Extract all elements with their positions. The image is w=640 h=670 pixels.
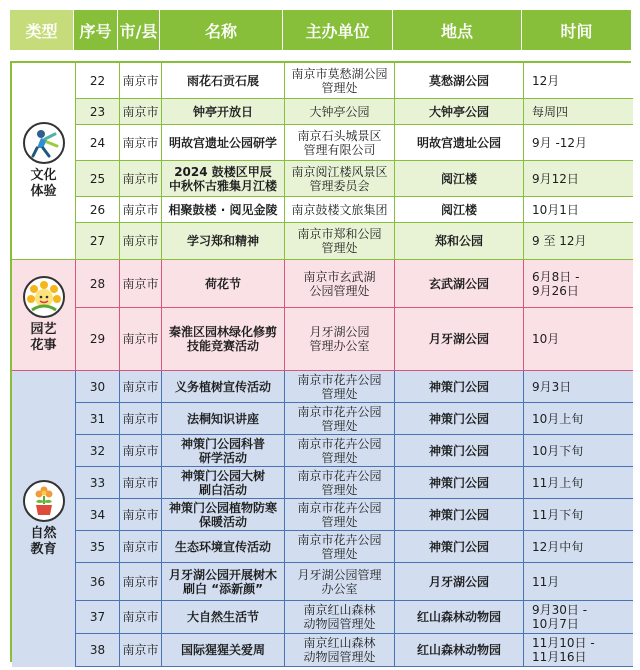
row-organizer: 南京市花卉公园 管理处 [285, 531, 395, 563]
row-organizer: 南京市花卉公园 管理处 [285, 371, 395, 403]
row-name: 生态环境宣传活动 [162, 531, 285, 563]
row-time: 每周四 [524, 99, 633, 125]
row-name: 钟亭开放日 [162, 99, 285, 125]
row-organizer: 南京市花卉公园 管理处 [285, 499, 395, 531]
row-no: 32 [76, 435, 120, 467]
row-no: 29 [76, 308, 120, 371]
row-time: 11月10日 - 11月16日 [524, 634, 633, 667]
row-location: 神策门公园 [395, 499, 524, 531]
row-organizer: 南京市花卉公园 管理处 [285, 403, 395, 435]
header-time: 时间 [560, 21, 593, 41]
category-culture-label: 文化 体验 [30, 168, 57, 199]
row-no: 36 [76, 563, 120, 601]
row-name: 神策门公园植物防寒 保暖活动 [162, 499, 285, 531]
row-name: 神策门公园大树 刷白活动 [162, 467, 285, 499]
row-time: 11月下旬 [524, 499, 633, 531]
row-organizer: 南京鼓楼文旅集团 [285, 197, 395, 223]
row-time: 11月 [524, 563, 633, 601]
row-no: 28 [76, 260, 120, 308]
row-city: 南京市 [120, 125, 162, 161]
row-time: 12月 [524, 63, 633, 99]
category-culture [12, 63, 76, 260]
row-location: 神策门公园 [395, 531, 524, 563]
category-garden-label: 园艺 花事 [30, 322, 57, 353]
row-time: 9月3日 [524, 371, 633, 403]
row-no: 24 [76, 125, 120, 161]
row-name: 明故宫遗址公园研学 [162, 125, 285, 161]
row-organizer: 南京红山森林 动物园管理处 [285, 634, 395, 667]
row-no: 31 [76, 403, 120, 435]
row-city: 南京市 [120, 260, 162, 308]
category-nature [12, 371, 76, 667]
row-name: 国际猩猩关爱周 [162, 634, 285, 667]
row-location: 神策门公园 [395, 467, 524, 499]
header-organizer: 主办单位 [283, 10, 393, 50]
row-time: 9月30日 - 10月7日 [524, 601, 633, 634]
row-no: 26 [76, 197, 120, 223]
row-name: 秦淮区园林绿化修剪 技能竞赛活动 [162, 308, 285, 371]
row-city: 南京市 [120, 161, 162, 197]
row-no: 37 [76, 601, 120, 634]
row-organizer: 南京市花卉公园 管理处 [285, 435, 395, 467]
header-name: 名称 [160, 10, 283, 50]
row-city: 南京市 [120, 371, 162, 403]
header-no: 序号 [74, 10, 118, 50]
row-city: 南京市 [120, 63, 162, 99]
row-organizer: 南京市郑和公园 管理处 [285, 223, 395, 260]
row-organizer: 南京红山森林 动物园管理处 [285, 601, 395, 634]
row-time: 10月下旬 [524, 435, 633, 467]
row-city: 南京市 [120, 467, 162, 499]
row-organizer: 大钟亭公园 [285, 99, 395, 125]
row-organizer: 南京石头城景区 管理有限公司 [285, 125, 395, 161]
row-city: 南京市 [120, 223, 162, 260]
row-location: 明故宫遗址公园 [395, 125, 524, 161]
row-no: 33 [76, 467, 120, 499]
row-location: 郑和公园 [395, 223, 524, 260]
row-time: 11月上旬 [524, 467, 633, 499]
row-city: 南京市 [120, 601, 162, 634]
row-location: 神策门公园 [395, 403, 524, 435]
row-name: 荷花节 [162, 260, 285, 308]
row-no: 35 [76, 531, 120, 563]
row-location: 大钟亭公园 [395, 99, 524, 125]
row-name: 法桐知识讲座 [162, 403, 285, 435]
culture-icon [23, 122, 65, 164]
header-location: 地点 [393, 10, 522, 50]
row-time: 9月12日 [524, 161, 633, 197]
row-location: 红山森林动物园 [395, 601, 524, 634]
row-city: 南京市 [120, 403, 162, 435]
row-location: 红山森林动物园 [395, 634, 524, 667]
row-no: 30 [76, 371, 120, 403]
row-location: 莫愁湖公园 [395, 63, 524, 99]
flower-sun-icon [23, 276, 65, 318]
row-no: 38 [76, 634, 120, 667]
row-time: 10月 [524, 308, 633, 371]
row-no: 22 [76, 63, 120, 99]
row-time: 9月 -12月 [524, 125, 633, 161]
row-no: 27 [76, 223, 120, 260]
row-location: 玄武湖公园 [395, 260, 524, 308]
row-location: 阅江楼 [395, 197, 524, 223]
row-no: 34 [76, 499, 120, 531]
row-city: 南京市 [120, 499, 162, 531]
row-no: 25 [76, 161, 120, 197]
row-organizer: 月牙湖公园 管理办公室 [285, 308, 395, 371]
potted-flower-icon [23, 480, 65, 522]
row-organizer: 南京阅江楼风景区 管理委员会 [285, 161, 395, 197]
row-organizer: 月牙湖公园管理 办公室 [285, 563, 395, 601]
row-name: 2024 鼓楼区甲辰 中秋怀古雅集月江楼 [162, 161, 285, 197]
row-name: 雨花石贡石展 [162, 63, 285, 99]
row-location: 阅江楼 [395, 161, 524, 197]
table-header [10, 10, 631, 50]
row-name: 神策门公园科普 研学活动 [162, 435, 285, 467]
activity-table [10, 61, 631, 662]
row-location: 月牙湖公园 [395, 563, 524, 601]
row-name: 义务植树宣传活动 [162, 371, 285, 403]
header-city: 市/县 [118, 10, 160, 50]
row-time: 12月中旬 [524, 531, 633, 563]
row-time: 10月1日 [524, 197, 633, 223]
row-city: 南京市 [120, 634, 162, 667]
category-garden [12, 260, 76, 371]
row-location: 神策门公园 [395, 371, 524, 403]
row-name: 相聚鼓楼 · 阅见金陵 [162, 197, 285, 223]
row-name: 大自然生活节 [162, 601, 285, 634]
row-location: 月牙湖公园 [395, 308, 524, 371]
row-organizer: 南京市莫愁湖公园 管理处 [285, 63, 395, 99]
row-time: 6月8日 - 9月26日 [524, 260, 633, 308]
row-city: 南京市 [120, 197, 162, 223]
row-organizer: 南京市玄武湖 公园管理处 [285, 260, 395, 308]
row-organizer: 南京市花卉公园 管理处 [285, 467, 395, 499]
row-name: 月牙湖公园开展树木 刷白 “添新颜” [162, 563, 285, 601]
header-type: 类型 [10, 10, 74, 50]
category-nature-label: 自然 教育 [30, 526, 57, 557]
row-city: 南京市 [120, 435, 162, 467]
row-name: 学习郑和精神 [162, 223, 285, 260]
row-city: 南京市 [120, 99, 162, 125]
row-city: 南京市 [120, 563, 162, 601]
row-location: 神策门公园 [395, 435, 524, 467]
row-no: 23 [76, 99, 120, 125]
row-city: 南京市 [120, 531, 162, 563]
row-time: 9 至 12月 [524, 223, 633, 260]
row-time: 10月上旬 [524, 403, 633, 435]
row-city: 南京市 [120, 308, 162, 371]
